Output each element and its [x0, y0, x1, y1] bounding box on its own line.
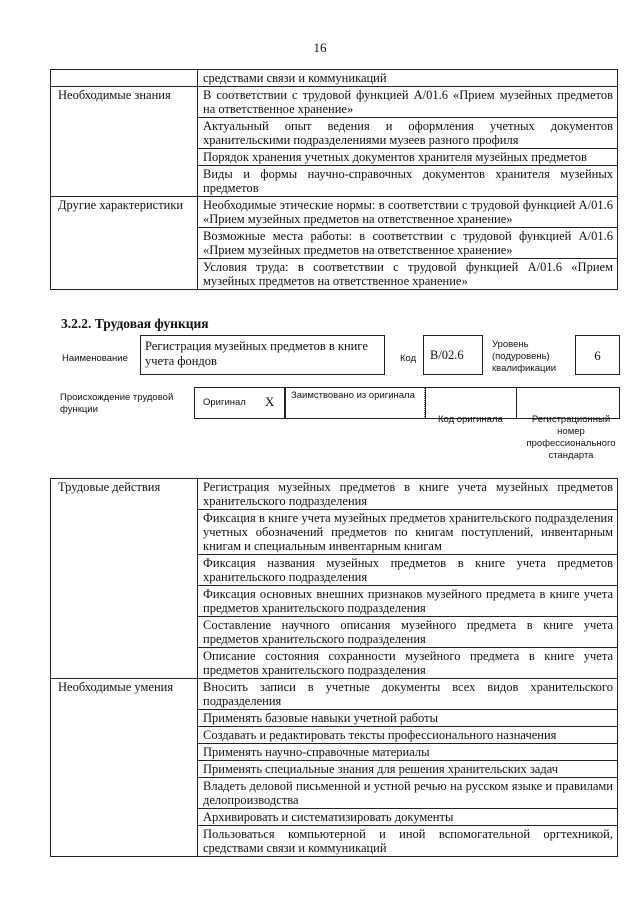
table-cell: Порядок хранения учетных документов хранителя музейных предметов	[198, 149, 618, 166]
row-label-skills: Необходимые умения	[51, 679, 198, 857]
table-cell: Применять специальные знания для решения хранительских задач	[198, 761, 618, 778]
table-cell: средствами связи и коммуникаций	[198, 70, 618, 87]
code-value: B/02.6	[430, 348, 464, 362]
table-cell: Архивировать и систематизировать документы	[198, 809, 618, 826]
row-label-other: Другие характеристики	[51, 197, 198, 290]
table-cell: Описание состояния сохранности музейного предмета в книге учета предметов хранительского подразделения	[198, 648, 618, 679]
code-box	[423, 335, 483, 375]
table-cell: Создавать и редактировать тексты профессионального назначения	[198, 727, 618, 744]
name-label: Наименование	[62, 353, 128, 364]
table-cell: Условия труда: в соответствии с трудовой функцией А/01.6 «Прием музейных предметов на ответственное хранение»	[198, 259, 618, 290]
table-row	[51, 70, 618, 87]
section-title: 3.2.2. Трудовая функция	[61, 316, 209, 331]
row-label-actions: Трудовые действия	[51, 479, 198, 679]
borrowed-box	[284, 387, 426, 419]
table-row	[51, 197, 618, 228]
page-number: 16	[313, 40, 327, 55]
table-cell: В соответствии с трудовой функцией А/01.6 «Прием музейных предметов на ответственное хранение»	[198, 87, 618, 118]
name-box	[140, 335, 385, 375]
level-box	[575, 335, 620, 375]
table-row	[51, 679, 618, 710]
table-cell: Применять базовые навыки учетной работы	[198, 710, 618, 727]
level-value: 6	[594, 348, 601, 363]
original-mark: X	[265, 394, 275, 409]
function-name: Регистрация музейных предметов в книге учета фондов	[145, 339, 368, 368]
row-label	[51, 70, 198, 87]
table-cell: Фиксация в книге учета музейных предметов хранительского подразделения учетных обозначений предметов по книгам поступлений, инвентарным книгам и специальным инвентарным книгам	[198, 510, 618, 555]
origin-label: Происхождение трудовой функции	[60, 392, 174, 415]
table-cell: Фиксация основных внешних признаков музейного предмета в книге учета предметов хранительского подразделения	[198, 586, 618, 617]
requirements-table-top	[50, 69, 618, 290]
original-label: Оригинал	[203, 397, 246, 408]
table-cell: Фиксация названия музейных предметов в книге учета предметов хранительского подразделения	[198, 555, 618, 586]
table-cell: Актуальный опыт ведения и оформления учетных документов хранительскими подразделениями музеев разного профиля	[198, 118, 618, 149]
table-row	[51, 479, 618, 510]
table-cell: Необходимые этические нормы: в соответствии с трудовой функцией А/01.6 «Прием музейных предметов на ответственное хранение»	[198, 197, 618, 228]
table-cell: Применять научно-справочные материалы	[198, 744, 618, 761]
table-cell: Пользоваться компьютерной и иной вспомогательной оргтехникой, средствами связи и коммуникаций	[198, 826, 618, 857]
table-cell: Составление научного описания музейного предмета в книге учета предметов хранительского подразделения	[198, 617, 618, 648]
table-cell: Владеть деловой письменной и устной речью на русском языке и правилами делопроизводства	[198, 778, 618, 809]
original-box	[194, 387, 286, 419]
borrowed-label: Заимствовано из оригинала	[291, 390, 415, 401]
table-cell: Виды и формы научно-справочных документов хранителя музейных предметов	[198, 166, 618, 197]
table-row	[51, 87, 618, 118]
table-cell: Возможные места работы: в соответствии с трудовой функцией А/01.6 «Прием музейных предметов на ответственное хранение»	[198, 228, 618, 259]
table-cell: Вносить записи в учетные документы всех видов хранительского подразделения	[198, 679, 618, 710]
level-label: Уровень (подуровень) квалификации	[492, 339, 557, 374]
code-label: Код	[400, 353, 417, 364]
requirements-table-bottom	[50, 478, 618, 857]
code-original-label: Код оригинала	[438, 414, 503, 425]
table-cell: Регистрация музейных предметов в книге учета музейных предметов хранительского подразделения	[198, 479, 618, 510]
reg-number-label: Регистрационный номер профессионального стандарта	[526, 414, 616, 461]
row-label-knowledge: Необходимые знания	[51, 87, 198, 197]
